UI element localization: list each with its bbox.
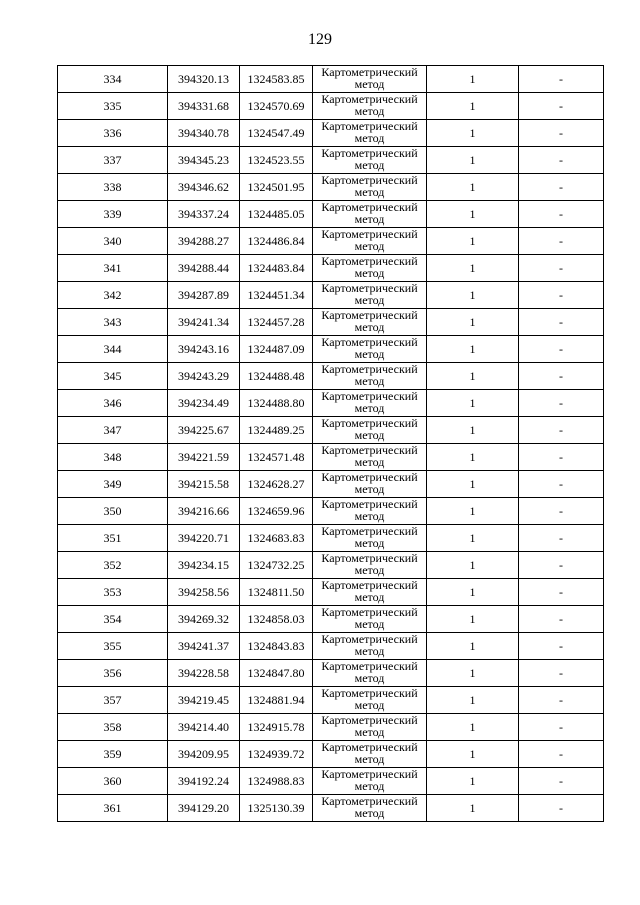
method-text: Картометрический метод: [321, 768, 418, 793]
count-cell: 1: [427, 768, 519, 795]
method-cell: [313, 93, 427, 120]
method-text: Картометрический метод: [321, 741, 418, 766]
table-row: [58, 147, 604, 174]
empty-value-cell: -: [519, 714, 604, 741]
point-number-cell: 354: [58, 606, 168, 633]
x-coordinate-cell: 394215.58: [168, 471, 240, 498]
point-number-cell: 334: [58, 66, 168, 93]
method-cell: [313, 255, 427, 282]
y-coordinate-cell: 1324489.25: [240, 417, 313, 444]
table-row: [58, 282, 604, 309]
point-number-cell: 347: [58, 417, 168, 444]
method-text: Картометрический метод: [321, 525, 418, 550]
count-cell: 1: [427, 552, 519, 579]
table-row: [58, 579, 604, 606]
x-coordinate-cell: 394337.24: [168, 201, 240, 228]
count-cell: 1: [427, 741, 519, 768]
x-coordinate-cell: 394234.15: [168, 552, 240, 579]
count-cell: 1: [427, 255, 519, 282]
method-cell: [313, 714, 427, 741]
method-cell: [313, 282, 427, 309]
count-cell: 1: [427, 336, 519, 363]
method-cell: [313, 120, 427, 147]
count-cell: 1: [427, 309, 519, 336]
count-cell: 1: [427, 147, 519, 174]
table-row: [58, 687, 604, 714]
empty-value-cell: -: [519, 336, 604, 363]
y-coordinate-cell: 1324732.25: [240, 552, 313, 579]
x-coordinate-cell: 394258.56: [168, 579, 240, 606]
empty-value-cell: -: [519, 363, 604, 390]
empty-value-cell: -: [519, 66, 604, 93]
table-row: [58, 309, 604, 336]
table-row: [58, 498, 604, 525]
table-row: [58, 714, 604, 741]
empty-value-cell: -: [519, 795, 604, 822]
table-row: [58, 228, 604, 255]
x-coordinate-cell: 394129.20: [168, 795, 240, 822]
method-text: Картометрический метод: [321, 660, 418, 685]
y-coordinate-cell: 1324843.83: [240, 633, 313, 660]
x-coordinate-cell: 394221.59: [168, 444, 240, 471]
count-cell: 1: [427, 444, 519, 471]
x-coordinate-cell: 394320.13: [168, 66, 240, 93]
point-number-cell: 361: [58, 795, 168, 822]
point-number-cell: 349: [58, 471, 168, 498]
y-coordinate-cell: 1324915.78: [240, 714, 313, 741]
y-coordinate-cell: 1324659.96: [240, 498, 313, 525]
count-cell: 1: [427, 417, 519, 444]
table-row: [58, 795, 604, 822]
y-coordinate-cell: 1324523.55: [240, 147, 313, 174]
page-number: 129: [308, 31, 332, 48]
x-coordinate-cell: 394288.27: [168, 228, 240, 255]
count-cell: 1: [427, 174, 519, 201]
method-text: Картометрический метод: [321, 93, 418, 118]
empty-value-cell: -: [519, 633, 604, 660]
point-number-cell: 344: [58, 336, 168, 363]
point-number-cell: 339: [58, 201, 168, 228]
count-cell: 1: [427, 606, 519, 633]
method-cell: [313, 363, 427, 390]
table-row: [58, 120, 604, 147]
table-row: [58, 471, 604, 498]
y-coordinate-cell: 1324858.03: [240, 606, 313, 633]
method-cell: [313, 768, 427, 795]
method-text: Картометрический метод: [321, 66, 418, 91]
point-number-cell: 340: [58, 228, 168, 255]
empty-value-cell: -: [519, 444, 604, 471]
count-cell: 1: [427, 120, 519, 147]
empty-value-cell: -: [519, 147, 604, 174]
point-number-cell: 335: [58, 93, 168, 120]
point-number-cell: 356: [58, 660, 168, 687]
table-row: [58, 768, 604, 795]
empty-value-cell: -: [519, 120, 604, 147]
method-cell: [313, 687, 427, 714]
y-coordinate-cell: 1324487.09: [240, 336, 313, 363]
empty-value-cell: -: [519, 201, 604, 228]
method-text: Картометрический метод: [321, 714, 418, 739]
method-text: Картометрический метод: [321, 363, 418, 388]
empty-value-cell: -: [519, 228, 604, 255]
method-cell: [313, 147, 427, 174]
method-text: Картометрический метод: [321, 417, 418, 442]
point-number-cell: 345: [58, 363, 168, 390]
y-coordinate-cell: 1324683.83: [240, 525, 313, 552]
method-text: Картометрический метод: [321, 147, 418, 172]
count-cell: 1: [427, 93, 519, 120]
y-coordinate-cell: 1324583.85: [240, 66, 313, 93]
method-text: Картометрический метод: [321, 336, 418, 361]
empty-value-cell: -: [519, 93, 604, 120]
count-cell: 1: [427, 525, 519, 552]
count-cell: 1: [427, 363, 519, 390]
point-number-cell: 341: [58, 255, 168, 282]
count-cell: 1: [427, 471, 519, 498]
method-cell: [313, 633, 427, 660]
count-cell: 1: [427, 633, 519, 660]
count-cell: 1: [427, 660, 519, 687]
method-cell: [313, 552, 427, 579]
empty-value-cell: -: [519, 282, 604, 309]
method-text: Картометрический метод: [321, 498, 418, 523]
method-text: Картометрический метод: [321, 255, 418, 280]
x-coordinate-cell: 394216.66: [168, 498, 240, 525]
x-coordinate-cell: 394243.29: [168, 363, 240, 390]
table-row: [58, 525, 604, 552]
method-cell: [313, 309, 427, 336]
count-cell: 1: [427, 66, 519, 93]
table-row: [58, 552, 604, 579]
y-coordinate-cell: 1324488.80: [240, 390, 313, 417]
table-row: [58, 336, 604, 363]
empty-value-cell: -: [519, 174, 604, 201]
x-coordinate-cell: 394287.89: [168, 282, 240, 309]
y-coordinate-cell: 1324547.49: [240, 120, 313, 147]
x-coordinate-cell: 394214.40: [168, 714, 240, 741]
y-coordinate-cell: 1324451.34: [240, 282, 313, 309]
method-cell: [313, 795, 427, 822]
table-row: [58, 741, 604, 768]
point-number-cell: 336: [58, 120, 168, 147]
method-cell: [313, 390, 427, 417]
count-cell: 1: [427, 498, 519, 525]
x-coordinate-cell: 394219.45: [168, 687, 240, 714]
method-text: Картометрический метод: [321, 228, 418, 253]
count-cell: 1: [427, 390, 519, 417]
method-text: Картометрический метод: [321, 687, 418, 712]
method-cell: [313, 660, 427, 687]
method-text: Картометрический метод: [321, 552, 418, 577]
method-cell: [313, 471, 427, 498]
point-number-cell: 337: [58, 147, 168, 174]
y-coordinate-cell: 1324483.84: [240, 255, 313, 282]
method-cell: [313, 579, 427, 606]
y-coordinate-cell: 1324486.84: [240, 228, 313, 255]
method-cell: [313, 444, 427, 471]
y-coordinate-cell: 1324881.94: [240, 687, 313, 714]
empty-value-cell: -: [519, 390, 604, 417]
empty-value-cell: -: [519, 687, 604, 714]
method-cell: [313, 174, 427, 201]
y-coordinate-cell: 1324485.05: [240, 201, 313, 228]
y-coordinate-cell: 1324488.48: [240, 363, 313, 390]
point-number-cell: 357: [58, 687, 168, 714]
method-cell: [313, 201, 427, 228]
method-cell: [313, 498, 427, 525]
empty-value-cell: -: [519, 309, 604, 336]
x-coordinate-cell: 394331.68: [168, 93, 240, 120]
y-coordinate-cell: 1324628.27: [240, 471, 313, 498]
point-number-cell: 346: [58, 390, 168, 417]
y-coordinate-cell: 1324457.28: [240, 309, 313, 336]
count-cell: 1: [427, 201, 519, 228]
y-coordinate-cell: 1324988.83: [240, 768, 313, 795]
table-row: [58, 255, 604, 282]
y-coordinate-cell: 1324501.95: [240, 174, 313, 201]
empty-value-cell: -: [519, 660, 604, 687]
table-row: [58, 93, 604, 120]
y-coordinate-cell: 1324571.48: [240, 444, 313, 471]
coordinates-table-body: [58, 66, 604, 822]
method-text: Картометрический метод: [321, 390, 418, 415]
method-text: Картометрический метод: [321, 633, 418, 658]
method-cell: [313, 741, 427, 768]
method-text: Картометрический метод: [321, 282, 418, 307]
empty-value-cell: -: [519, 498, 604, 525]
table-row: [58, 390, 604, 417]
method-text: Картометрический метод: [321, 120, 418, 145]
x-coordinate-cell: 394209.95: [168, 741, 240, 768]
method-text: Картометрический метод: [321, 201, 418, 226]
empty-value-cell: -: [519, 741, 604, 768]
x-coordinate-cell: 394340.78: [168, 120, 240, 147]
count-cell: 1: [427, 795, 519, 822]
x-coordinate-cell: 394269.32: [168, 606, 240, 633]
method-text: Картометрический метод: [321, 606, 418, 631]
point-number-cell: 353: [58, 579, 168, 606]
point-number-cell: 350: [58, 498, 168, 525]
method-text: Картометрический метод: [321, 579, 418, 604]
method-text: Картометрический метод: [321, 471, 418, 496]
y-coordinate-cell: 1324570.69: [240, 93, 313, 120]
empty-value-cell: -: [519, 768, 604, 795]
point-number-cell: 338: [58, 174, 168, 201]
method-cell: [313, 525, 427, 552]
method-cell: [313, 417, 427, 444]
empty-value-cell: -: [519, 471, 604, 498]
x-coordinate-cell: 394225.67: [168, 417, 240, 444]
method-text: Картометрический метод: [321, 795, 418, 820]
y-coordinate-cell: 1324811.50: [240, 579, 313, 606]
table-row: [58, 417, 604, 444]
x-coordinate-cell: 394241.37: [168, 633, 240, 660]
point-number-cell: 360: [58, 768, 168, 795]
count-cell: 1: [427, 282, 519, 309]
table-row: [58, 633, 604, 660]
x-coordinate-cell: 394192.24: [168, 768, 240, 795]
y-coordinate-cell: 1325130.39: [240, 795, 313, 822]
point-number-cell: 348: [58, 444, 168, 471]
point-number-cell: 359: [58, 741, 168, 768]
table-row: [58, 66, 604, 93]
x-coordinate-cell: 394220.71: [168, 525, 240, 552]
table-row: [58, 606, 604, 633]
table-row: [58, 363, 604, 390]
point-number-cell: 355: [58, 633, 168, 660]
empty-value-cell: -: [519, 525, 604, 552]
point-number-cell: 343: [58, 309, 168, 336]
x-coordinate-cell: 394243.16: [168, 336, 240, 363]
table-row: [58, 444, 604, 471]
count-cell: 1: [427, 579, 519, 606]
y-coordinate-cell: 1324939.72: [240, 741, 313, 768]
x-coordinate-cell: 394228.58: [168, 660, 240, 687]
method-cell: [313, 66, 427, 93]
x-coordinate-cell: 394345.23: [168, 147, 240, 174]
y-coordinate-cell: 1324847.80: [240, 660, 313, 687]
empty-value-cell: -: [519, 552, 604, 579]
x-coordinate-cell: 394346.62: [168, 174, 240, 201]
point-number-cell: 358: [58, 714, 168, 741]
method-text: Картометрический метод: [321, 309, 418, 334]
table-row: [58, 660, 604, 687]
count-cell: 1: [427, 714, 519, 741]
table-row: [58, 201, 604, 228]
empty-value-cell: -: [519, 255, 604, 282]
method-text: Картометрический метод: [321, 444, 418, 469]
point-number-cell: 351: [58, 525, 168, 552]
point-number-cell: 352: [58, 552, 168, 579]
x-coordinate-cell: 394234.49: [168, 390, 240, 417]
method-cell: [313, 606, 427, 633]
table-row: [58, 174, 604, 201]
x-coordinate-cell: 394288.44: [168, 255, 240, 282]
empty-value-cell: -: [519, 417, 604, 444]
count-cell: 1: [427, 687, 519, 714]
method-text: Картометрический метод: [321, 174, 418, 199]
method-cell: [313, 336, 427, 363]
x-coordinate-cell: 394241.34: [168, 309, 240, 336]
empty-value-cell: -: [519, 579, 604, 606]
count-cell: 1: [427, 228, 519, 255]
method-cell: [313, 228, 427, 255]
coordinates-table: [57, 65, 604, 822]
empty-value-cell: -: [519, 606, 604, 633]
point-number-cell: 342: [58, 282, 168, 309]
